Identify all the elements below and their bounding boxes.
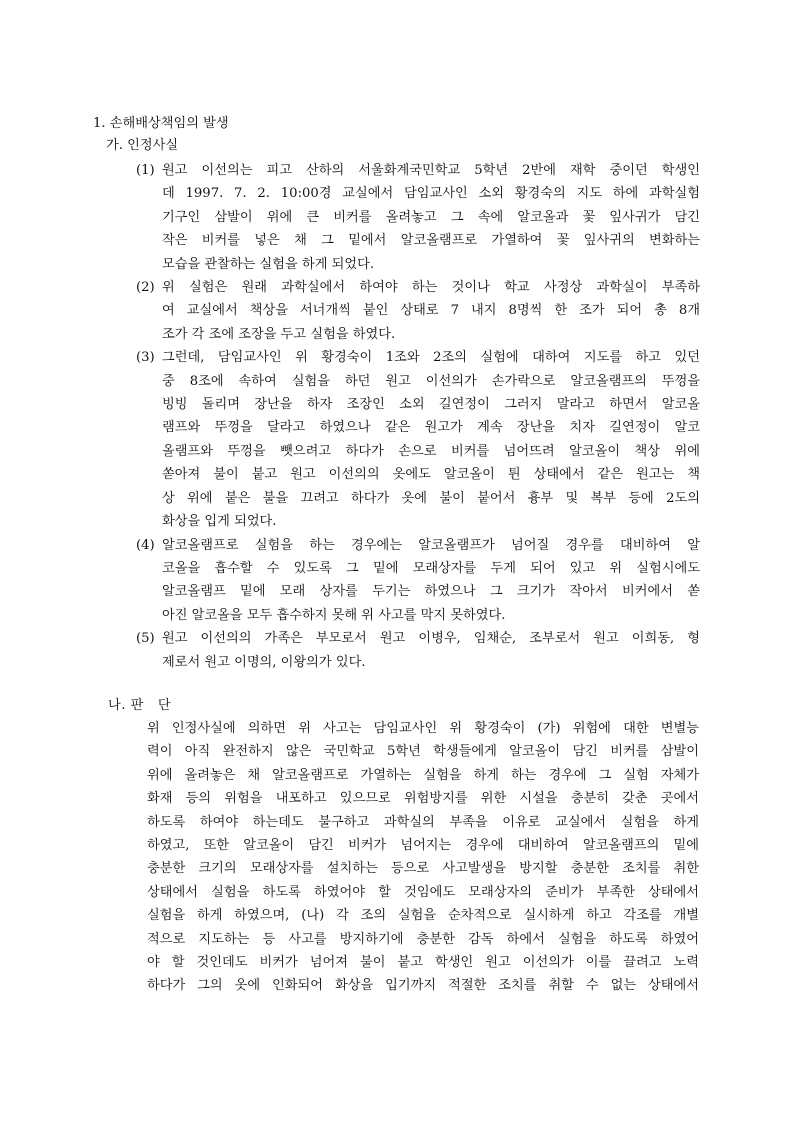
fact-line: 상 위에 붙은 불을 끄려고 하다가 옷에 불이 붙어서 흉부 및 복부 등에 2도의 <box>162 490 700 506</box>
judgment-heading-right: 단 <box>157 698 172 713</box>
fact-line: 아진 알코올을 모두 흡수하지 못해 위 사고를 막지 못하였다. <box>162 607 506 623</box>
judgment-line: 적으로 지도하는 등 사고를 방지하기에 충분한 감독 하에서 실험을 하도록 하였어 <box>147 931 699 947</box>
fact-line: 조가 각 조에 조장을 두고 실험을 하였다. <box>162 326 396 342</box>
judgment-paragraph <box>147 717 699 998</box>
fact-number: (2) <box>136 280 155 296</box>
fact-line: 작은 비커를 넣은 채 그 밑에서 알코올램프로 가열하여 꽃 잎사귀의 변화하는 <box>162 233 700 249</box>
fact-line: 화상을 입게 되었다. <box>162 514 277 530</box>
fact-item <box>136 627 700 674</box>
judgment-line: 야 할 것인데도 비커가 넘어져 불이 붙고 학생인 원고 이선의가 이를 끌려고 노력 <box>147 954 699 970</box>
fact-item <box>136 159 700 276</box>
judgment-line: 상태에서 실험을 하도록 하였어야 할 것임에도 모래상자의 준비가 부족한 상태에서 <box>147 884 699 900</box>
fact-line: 기구인 삼발이 위에 큰 비커를 올려놓고 그 속에 알코올과 꽃 잎사귀가 담긴 <box>162 209 700 225</box>
judgment-line: 하도록 하여야 하는데도 불구하고 과학실의 부족을 이유로 교실에서 실험을 하게 <box>147 814 699 830</box>
fact-number: (4) <box>136 537 155 553</box>
judgment-heading-left: 나. 판 <box>108 698 144 713</box>
fact-number: (3) <box>136 350 155 366</box>
judgment-line: 하다가 그의 옷에 인화되어 화상을 입기까지 적절한 조치를 취할 수 없는 상태에서 <box>147 978 699 994</box>
judgment-line: 화재 등의 위험을 내포하고 있으므로 위험방지를 위한 시설을 충분히 갖춘 곳에서 <box>147 791 699 807</box>
fact-line: 모습을 관찰하는 실험을 하게 되었다. <box>162 256 375 272</box>
fact-line: 원고 이선의는 피고 산하의 서울화계국민학교 5학년 2반에 재학 중이던 학생인 <box>162 163 700 178</box>
fact-number: (5) <box>136 631 155 647</box>
judgment-line: 실험을 하게 하였으며, (나) 각 조의 실험을 순차적으로 실시하게 하고 각조를 개별 <box>147 908 699 924</box>
fact-line: 위 실험은 원래 과학실에서 하여야 하는 것이나 학교 사정상 과학실이 부족하 <box>162 280 700 296</box>
fact-line: 제로서 원고 이명의, 이왕의가 있다. <box>162 654 366 670</box>
fact-line: 알코올램프로 실험을 하는 경우에는 알코올램프가 넘어질 경우를 대비하여 알 <box>162 537 700 553</box>
fact-line: 그런데, 담임교사인 위 황경숙이 1조와 2조의 실험에 대하여 지도를 하고 있던 <box>162 350 700 366</box>
facts-list <box>136 159 700 674</box>
judgment-line: 위 인정사실에 의하면 위 사고는 담임교사인 위 황경숙이 (가) 위험에 대한 변별능 <box>147 721 699 736</box>
fact-item <box>136 346 700 533</box>
section-heading-judgment <box>108 696 171 716</box>
section-heading-facts: 가. 인정사실 <box>106 138 179 153</box>
fact-line: 데 1997. 7. 2. 10:00경 교실에서 담임교사인 소외 황경숙의 지도 하에 과학실험 <box>162 186 700 202</box>
fact-line: 쏟아져 불이 붙고 원고 이선의의 옷에도 알코올이 튄 상태에서 같은 원고는 책 <box>162 467 700 483</box>
fact-item <box>136 276 700 346</box>
fact-line: 코올을 흡수할 수 있도록 그 밑에 모래상자를 두게 되어 있고 위 실험시에도 <box>162 560 700 576</box>
section-heading-1: 1. 손해배상책임의 발생 <box>93 116 229 131</box>
fact-line: 여 교실에서 책상을 서너개씩 붙인 상태로 7 내지 8명씩 한 조가 되어 총 8개 <box>162 303 700 319</box>
judgment-line: 하였고, 또한 알코올이 담긴 비커가 넘어지는 경우에 대비하여 알코올램프의 밑에 <box>147 837 699 853</box>
fact-number: (1) <box>136 163 155 178</box>
fact-item <box>136 534 700 628</box>
judgment-line: 충분한 크기의 모래상자를 설치하는 등으로 사고발생을 방지할 충분한 조치를 취한 <box>147 861 699 877</box>
fact-line: 중 8조에 속하여 실험을 하던 원고 이선의가 손가락으로 알코올램프의 뚜껑을 <box>162 373 700 389</box>
fact-line: 빙빙 돌리며 장난을 하자 조장인 소외 길연정이 그러지 말라고 하면서 알코올 <box>162 397 700 413</box>
fact-line: 램프와 뚜껑을 달라고 하였으나 같은 원고가 계속 장난을 치자 길연정이 알코 <box>162 420 700 436</box>
judgment-line: 위에 올려놓은 채 알코올램프로 가열하는 실험을 하게 하는 경우에 그 실험 자체가 <box>147 767 699 783</box>
fact-line: 알코올램프 밑에 모래 상자를 두기는 하였으나 그 크기가 작아서 비커에서 쏟 <box>162 584 700 600</box>
judgment-line: 력이 아직 완전하지 않은 국민학교 5학년 학생들에게 알코올이 담긴 비커를 삼발이 <box>147 744 699 760</box>
fact-line: 올램프와 뚜껑을 뺏으려고 하다가 손으로 비커를 넘어뜨려 알코올이 책상 위에 <box>162 443 700 459</box>
fact-line: 원고 이선의의 가족은 부모로서 원고 이병우, 임채순, 조부로서 원고 이희동, 형 <box>162 631 700 647</box>
